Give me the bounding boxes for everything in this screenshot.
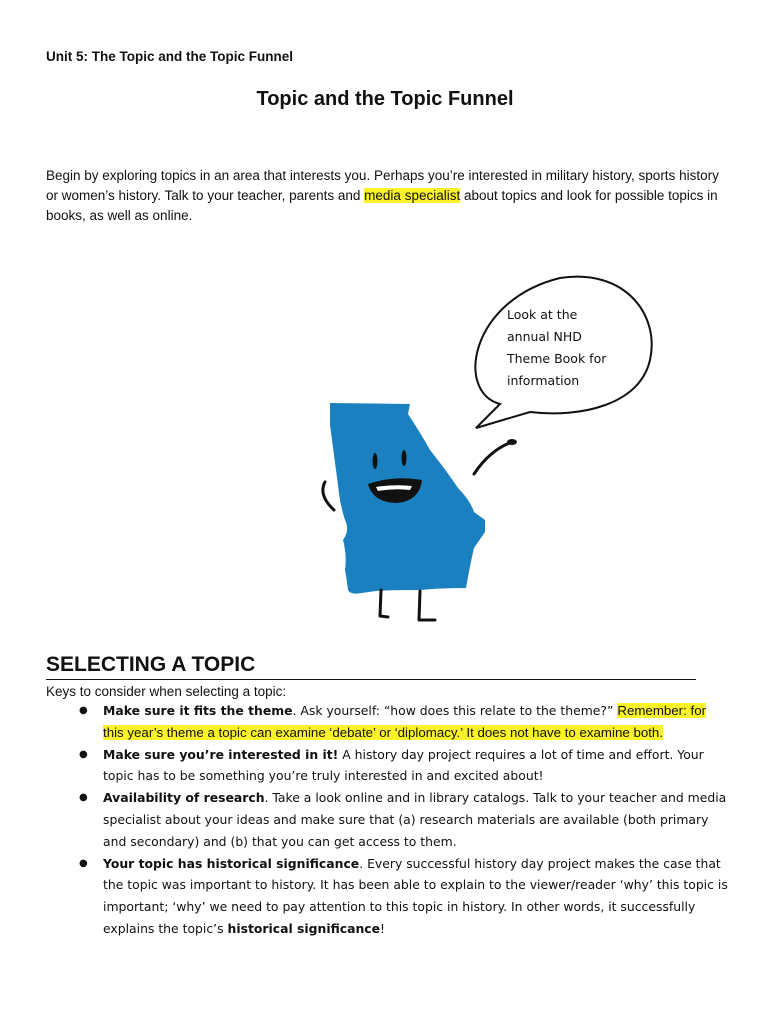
item-highlight: Remember: for this year’s theme a topic can examine ‘debate’ or ‘diplomacy.’ It does not have to examine both. (103, 703, 707, 740)
intro-highlight: media specialist (364, 188, 461, 203)
list-item (103, 744, 728, 788)
right-eye (402, 450, 407, 466)
keys-intro: Keys to consider when selecting a topic: (46, 684, 287, 699)
unit-heading: Unit 5: The Topic and the Topic Funnel (46, 49, 293, 64)
item-text: A history day project requires a lot of time and effort. Your topic has to be something you’re truly interested in and excited about! (103, 746, 704, 784)
left-eye (373, 453, 378, 469)
item-text: . Every successful history day project makes the case that the topic was important to history. It has been able to explain to the viewer/reader ‘why’ this topic is important; ‘why’ we need to pay attention to this topic in history. In other words, it successfully explains the topic’s (103, 855, 728, 936)
page-title: Topic and the Topic Funnel (256, 88, 514, 110)
item-bold: Availability of research (103, 790, 265, 806)
left-arm (323, 482, 334, 510)
bubble-line: annual NHD (507, 329, 582, 344)
bubble-line: information (507, 373, 580, 388)
list-item (103, 853, 728, 940)
intro-text-2: about topics and look for possible topics in books, as well as online. (46, 188, 718, 223)
bubble-line: Look at the (507, 307, 578, 322)
item-text: . Take a look online and in library catalogs. Talk to your teacher and media specialist about your ideas and make sure that (a) research materials are available (both primary and secondary) and (b) that you can get access to them. (103, 790, 727, 849)
item-text: . Ask yourself: “how does this relate to the theme?” (292, 703, 618, 718)
left-leg (380, 590, 388, 617)
list-item (103, 787, 728, 852)
item-bold: Make sure you’re interested in it! (103, 746, 339, 762)
right-leg (419, 591, 435, 620)
bubble-line: Theme Book for (507, 351, 607, 366)
bullet-list (103, 700, 728, 940)
list-item (103, 700, 728, 744)
intro-text-1: Begin by exploring topics in an area that interests you. Perhaps you’re interested in military history, sports history or women’s history. Talk to your teacher, parents and (46, 168, 719, 203)
item-end: ! (380, 920, 385, 936)
item-bold-2: historical significance (227, 920, 381, 936)
right-arm (474, 442, 512, 474)
item-bold: Make sure it fits the theme (103, 703, 293, 718)
section-heading: SELECTING A TOPIC (46, 652, 696, 680)
item-bold: Your topic has historical significance (103, 855, 360, 871)
speech-bubble-text (507, 304, 627, 392)
